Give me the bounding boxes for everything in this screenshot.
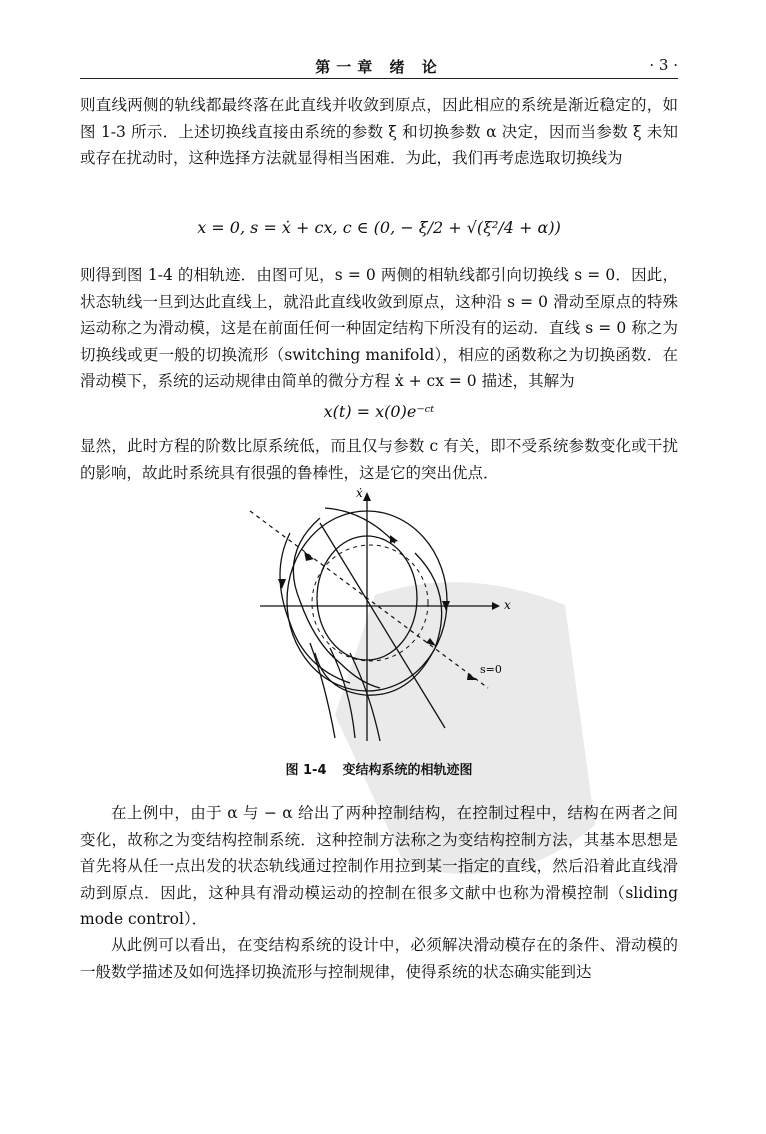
trajectory-loop: [315, 553, 442, 695]
caption-text: 变结构系统的相轨迹图: [342, 763, 473, 778]
phase-portrait-figure: [230, 483, 560, 753]
x-axis-label: x: [504, 598, 511, 612]
paragraph-3: 显然，此时方程的阶数比原系统低，而且仅与参数 c 有关，即不受系统参数变化或干扰的影响，故此时系统具有很强的鲁棒性，这是它的突出优点．: [80, 437, 678, 482]
trajectory-curve: [350, 653, 380, 741]
figure-caption: [80, 759, 678, 778]
equation-solution: x(t) = x(0)e⁻ᶜᵗ: [323, 402, 435, 421]
page-header: [80, 52, 678, 79]
page-number: · 3 ·: [649, 56, 678, 74]
arrow-curve: [390, 535, 398, 543]
arrow-s0-lower: [467, 673, 477, 680]
equation-switching-line: x = 0, s = ẋ + cx, c ∈ (0, − ξ/2 + √(ξ²/4 + α)): [197, 218, 561, 237]
paragraph-5: 从此例可以看出，在变结构系统的设计中，必须解决滑动模存在的条件、滑动模的一般数学描述及如何选择切换流形与控制规律，使得系统的状态确实能到达: [80, 936, 678, 981]
arrow-curve: [278, 579, 286, 589]
y-axis-label: ẋ: [356, 486, 363, 500]
paragraph-2: 则得到图 1-4 的相轨迹．由图可见，s = 0 两侧的相轨线都引向切换线 s = 0．因此，状态轨线一旦到达此直线上，就沿此直线收敛到原点，这种沿 s = 0 滑动至原点的特殊运动称之为滑动模，这是在前面任何一种固定结构下所没有的运动．直线 s = 0 称之为切换线或更一般的切换流形（switching manifold），相应的函数称之为切换函数．在滑动模下，系统的运动规律由简单的微分方程 ẋ + cx = 0 描述，其解为: [80, 266, 678, 390]
arrow-y-axis: [363, 492, 371, 501]
trajectory-curve: [310, 643, 335, 738]
arrow-curve: [426, 638, 436, 646]
switching-line-label: s=0: [480, 663, 502, 676]
arrow-s0-upper: [304, 551, 314, 561]
chapter-title: 第一章 绪 论: [315, 58, 443, 76]
caption-number: 图 1-4: [285, 763, 327, 778]
dashed-circle: [312, 545, 428, 661]
paragraph-4: 在上例中，由于 α 与 − α 给出了两种控制结构，在控制过程中，结构在两者之间变化，故称之为变结构控制系统．这种控制方法称之为变结构控制方法，其基本思想是首先将从任一点出发的状态轨线通过控制作用拉到某一指定的直线，然后沿着此直线滑动到原点．因此，这种具有滑动模运动的控制在很多文献中也称为滑模控制（sliding mode control）．: [80, 804, 678, 928]
paragraph-1: 则直线两侧的轨线都最终落在此直线并收敛到原点，因此相应的系统是渐近稳定的，如图 1-3 所示．上述切换线直接由系统的参数 ξ 和切换参数 α 决定，因而当参数 ξ 未知或存在扰动时，这种选择方法就显得相当困难．为此，我们再考虑选取切换线为: [80, 96, 678, 167]
arrow-x-axis: [492, 602, 500, 610]
